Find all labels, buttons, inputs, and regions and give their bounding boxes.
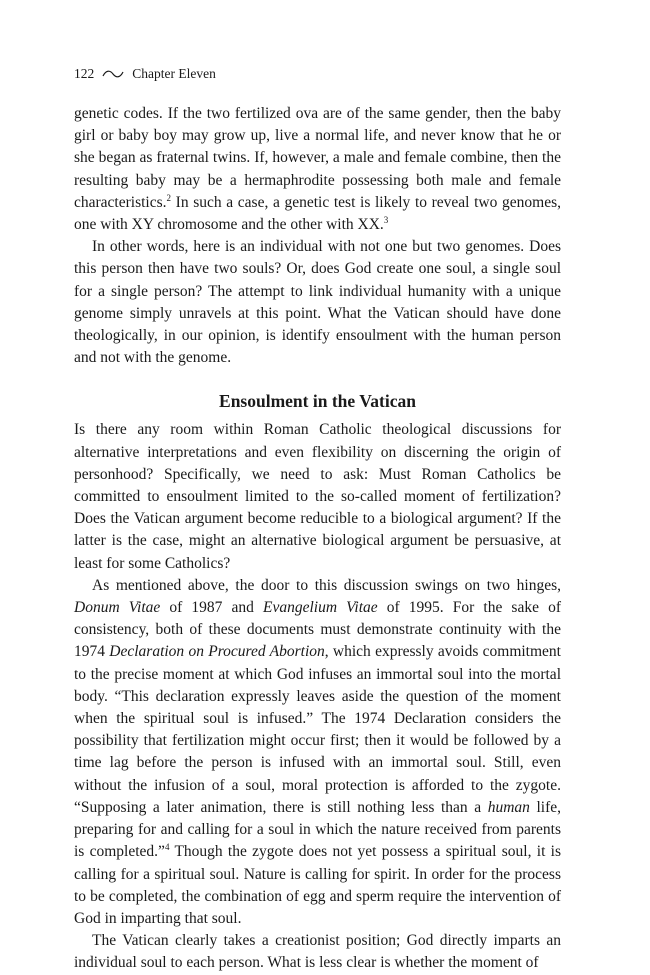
running-head [74,66,216,82]
page-number: 122 [74,66,95,81]
text-run: As mentioned above, the door to this discussion swings on two hinges, [92,576,561,594]
tilde-ornament-icon [102,69,124,79]
italic-title: Evangelium Vitae [262,599,378,617]
italic-title: Declaration on Procured Abortion [109,643,325,661]
text-run: genetic codes. If the two fertilized ova are of the same gender, then the baby girl or baby boy may grow up, live a normal life, and never know that he or she began as fraternal twins. If, however, a male and female combine, then the resulting baby may be a hermaphrodite possessing both male and female characteristics. [74,105,561,211]
section-heading: Ensoulment in the Vatican [219,391,416,412]
footnote-ref: 3 [383,214,389,225]
text-run: Though the zygote does not yet possess a spiritual soul, it is calling for a spiritual soul. Nature is calling for spirit. In order for the process to be completed, the combination of egg and sperm require the intervention of God in imparting that soul. [74,843,561,927]
italic-title: human [487,798,530,816]
footnote-ref: 2 [166,192,172,203]
chapter-title: Chapter Eleven [132,66,216,81]
text-run: , which expressly avoids commitment to the precise moment at which God infuses an immortal soul into the mortal body. “This declaration expressly leaves aside the question of the moment when the spiritual soul is infused.” The 1974 Declaration considers the possibility that fertilization might occur first; then it would be followed by a time lag before the person is infused with an immortal soul. Still, even without the infusion of a soul, moral protection is afforded to the zygote. “Supposing a later animation, there is still nothing less than a [74,643,561,816]
text-run: Is there any room within Roman Catholic theological discussions for alternative interpretations and even flexibility on discerning the origin of personhood? Specifically, we need to ask: Must Roman Catholics be committed to ensoulment limited to the so-called moment of fertilization? Does the Vatican argument become reducible to a biological argument? If the latter is the case, might an alternative biological argument be persuasive, at least for some Catholics? [74,421,561,572]
paragraph [74,575,561,930]
text-run: life, preparing for and calling for a soul in which the nature received from parents is completed.” [74,798,561,861]
italic-title: Donum Vitae [74,599,161,617]
body-text [74,103,561,975]
paragraph [74,103,561,236]
text-run: of 1987 and [160,599,263,617]
text-run: The Vatican clearly takes a creationist position; God directly imparts an individual soul to each person. What is less clear is whether the moment of [74,932,561,972]
paragraph [74,930,561,974]
paragraph [74,236,561,369]
footnote-ref: 4 [164,842,170,853]
text-run: of 1995. For the sake of consistency, both of these documents must demonstrate continuity with the 1974 [74,599,561,661]
text-run: In such a case, a genetic test is likely to reveal two genomes, one with XY chromosome and the other with XX. [74,193,561,234]
text-run: In other words, here is an individual with not one but two genomes. Does this person then have two souls? Or, does God create one soul, a single soul for a single person? The attempt to link individual humanity with a unique genome simply unravels at this point. What the Vatican should have done theologically, in our opinion, is identify ensoulment with the human person and not with the genome. [74,238,561,367]
paragraph [74,419,561,574]
